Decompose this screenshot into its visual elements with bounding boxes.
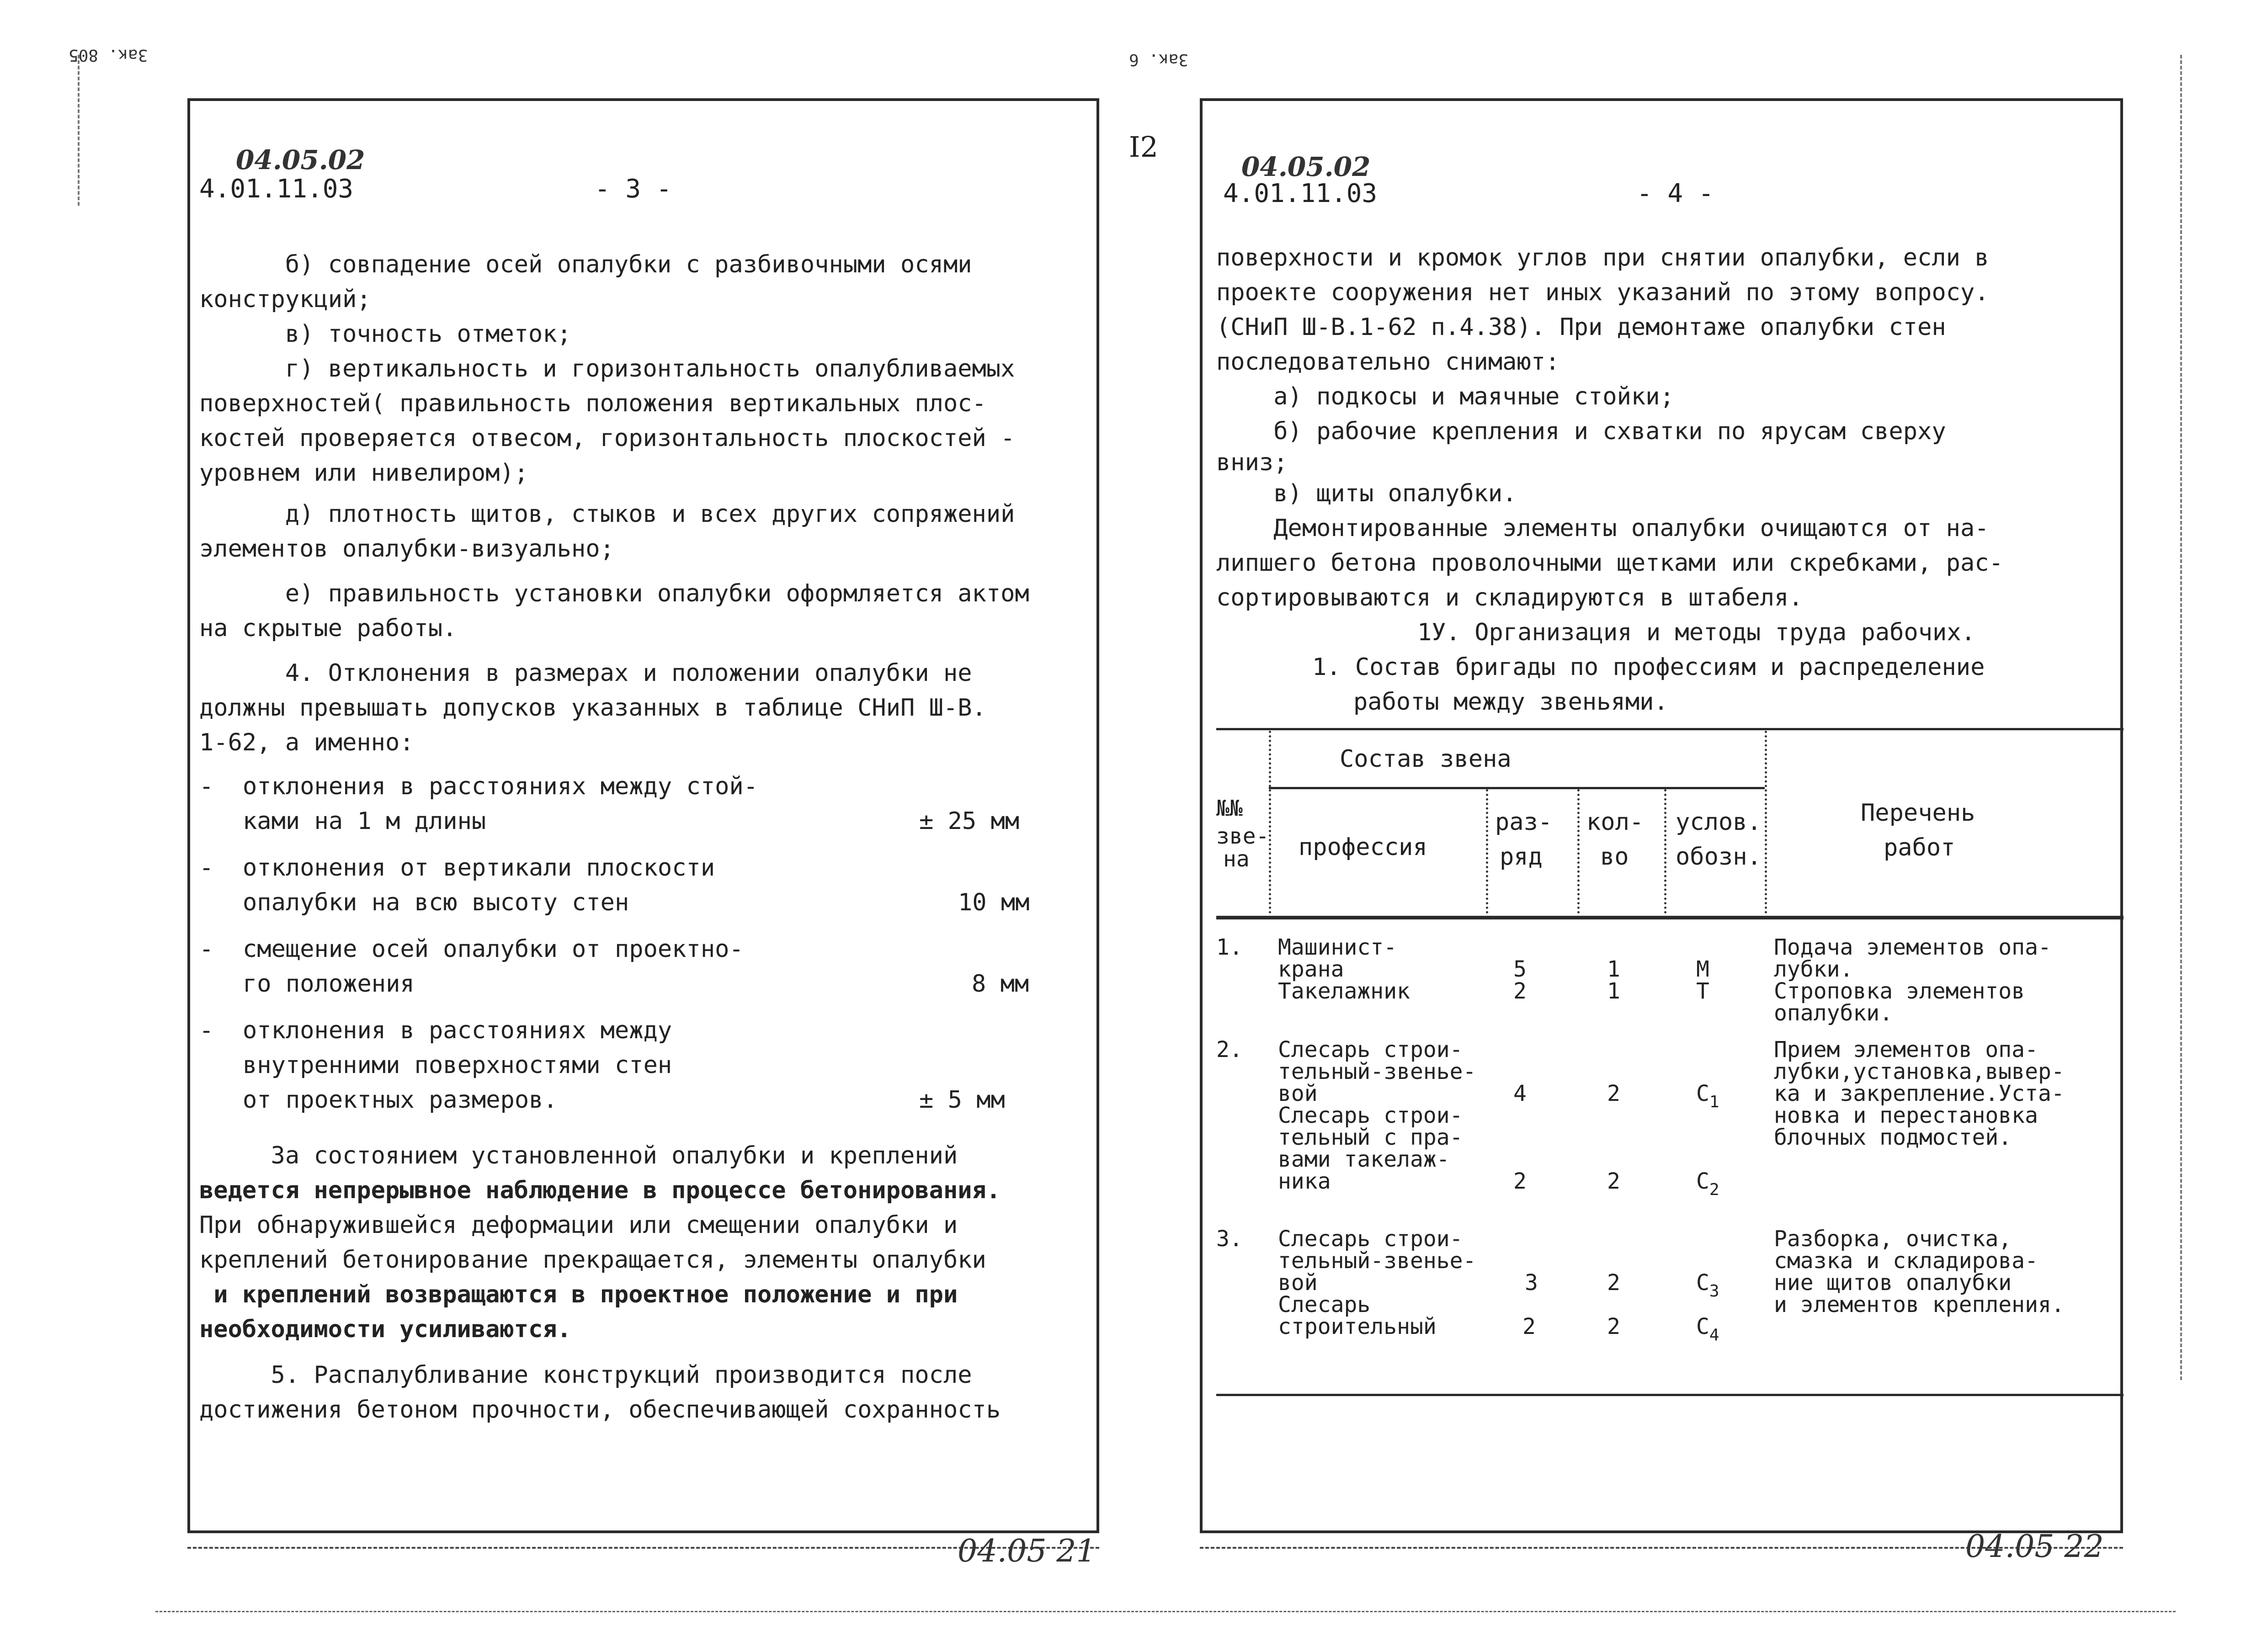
table-cell-grade: 3 xyxy=(1525,1270,1538,1296)
table-cell-symbol: М xyxy=(1696,956,1709,982)
left-doc-code: 4.01.11.03 xyxy=(199,174,354,204)
table-header-rule xyxy=(1216,916,2124,919)
tolerance-dash: - xyxy=(199,773,214,800)
table-cell-profession: Слесарь строи- xyxy=(1278,1226,1463,1252)
table-cell-works: лубки,установка,вывер- xyxy=(1774,1059,2065,1084)
tolerance-text: смещение осей опалубки от проектно- xyxy=(243,935,744,963)
table-cell-grade: 4 xyxy=(1513,1081,1527,1106)
table-cell-works: Подача элементов опа- xyxy=(1774,935,2051,960)
table-cell-count: 2 xyxy=(1607,1169,1620,1194)
table-col-divider xyxy=(1486,789,1488,914)
subsection-title: работы между звеньями. xyxy=(1353,688,1668,716)
right-doc-code: 4.01.11.03 xyxy=(1223,179,1378,208)
tolerance-dash: - xyxy=(199,935,214,963)
table-cell-count: 1 xyxy=(1607,956,1620,982)
tolerance-text: опалубки на всю высоту стен xyxy=(243,889,629,916)
left-footer-handwritten: 04.05 21 xyxy=(958,1533,1096,1569)
table-cell-profession: Слесарь строи- xyxy=(1278,1037,1463,1062)
left-paragraph-line: и креплений возвращаются в проектное положение и при xyxy=(199,1281,958,1308)
table-cell-profession: крана xyxy=(1278,956,1344,982)
scan-mark-center: Зак. 6 xyxy=(1129,50,1189,69)
table-cell-profession: вами такелаж- xyxy=(1278,1147,1450,1172)
tolerance-value: 8 мм xyxy=(972,970,1029,998)
left-paragraph-line: необходимости усиливаются. xyxy=(199,1316,571,1343)
left-paragraph-line: конструкций; xyxy=(199,286,371,313)
table-header-grade: раз- xyxy=(1495,808,1553,836)
right-paragraph-line: б) рабочие крепления и схватки по ярусам сверху xyxy=(1216,418,1946,445)
tolerance-value: 10 мм xyxy=(958,889,1030,916)
table-header-works: Перечень xyxy=(1861,799,1975,827)
table-cell-works: новка и перестановка xyxy=(1774,1103,2038,1128)
table-cell-works: Строповка элементов xyxy=(1774,978,2025,1004)
table-cell-works: ние щитов опалубки xyxy=(1774,1270,2012,1296)
table-cell-symbol xyxy=(1696,1083,1719,1113)
tolerance-value: ± 25 мм xyxy=(919,807,1020,835)
table-header-grade: ряд xyxy=(1500,843,1543,871)
right-page xyxy=(1200,98,2123,1533)
table-header-symbol: обозн. xyxy=(1676,843,1762,871)
left-paragraph-line: ведется непрерывное наблюдение в процессе бетонирования. xyxy=(199,1177,1001,1204)
table-group-rule xyxy=(1269,787,1765,789)
section-title: 1У. Организация и методы труда рабочих. xyxy=(1417,619,1975,646)
tolerance-text: ками на 1 м длины xyxy=(243,807,486,835)
table-row-number: 2. xyxy=(1216,1037,1243,1062)
symbol-subscript: 2 xyxy=(1709,1180,1719,1199)
table-col-divider xyxy=(1765,731,1767,914)
table-header-count: кол- xyxy=(1586,808,1644,836)
table-col-divider xyxy=(1664,789,1666,914)
table-cell-grade: 2 xyxy=(1513,978,1527,1004)
table-header-num: на xyxy=(1223,846,1250,872)
right-paragraph-line: поверхности и кромок углов при снятии опалубки, если в xyxy=(1216,244,1989,271)
right-edge-mark xyxy=(2180,55,2182,1380)
table-cell-works: ка и закрепление.Уста- xyxy=(1774,1081,2065,1106)
table-cell-symbol xyxy=(1696,1316,1719,1346)
table-cell-profession: Такелажник xyxy=(1278,978,1410,1004)
tolerance-text: го положения xyxy=(243,970,415,998)
table-cell-profession: ника xyxy=(1278,1169,1331,1194)
symbol-subscript: 1 xyxy=(1709,1093,1719,1111)
table-header-num: №№ xyxy=(1216,796,1243,821)
symbol-letter: С xyxy=(1696,1081,1709,1106)
table-cell-works: блочных подмостей. xyxy=(1774,1125,2012,1150)
tolerance-text: внутренними поверхностями стен xyxy=(243,1052,672,1079)
table-cell-works: лубки. xyxy=(1774,956,1853,982)
bottom-cut-line xyxy=(155,1611,2176,1612)
sheet-number: I2 xyxy=(1129,130,1158,164)
tolerance-value: ± 5 мм xyxy=(919,1086,1005,1114)
table-cell-works: и элементов крепления. xyxy=(1774,1292,2065,1317)
table-cell-count: 1 xyxy=(1607,978,1620,1004)
table-col-divider xyxy=(1577,789,1580,914)
table-top-rule xyxy=(1216,728,2124,730)
left-paragraph-line: е) правильность установки опалубки оформляется актом xyxy=(199,580,1029,607)
symbol-subscript: 3 xyxy=(1709,1282,1719,1301)
right-paragraph-line: а) подкосы и маячные стойки; xyxy=(1216,383,1674,410)
left-paragraph-line: в) точность отметок; xyxy=(199,320,571,348)
table-bottom-rule xyxy=(1216,1394,2124,1396)
table-cell-count: 2 xyxy=(1607,1314,1620,1339)
right-paragraph-line: (СНиП Ш-В.1-62 п.4.38). При демонтаже опалубки стен xyxy=(1216,313,1946,341)
table-header-symbol: услов. xyxy=(1676,808,1762,836)
table-cell-profession: вой xyxy=(1278,1081,1318,1106)
right-paragraph-line: последовательно снимают: xyxy=(1216,348,1560,376)
table-col-divider xyxy=(1269,731,1271,914)
table-cell-profession: тельный-звенье- xyxy=(1278,1059,1476,1084)
table-header-num: зве- xyxy=(1216,823,1269,849)
left-paragraph-line: г) вертикальность и горизонтальность опалубливаемых xyxy=(199,355,1015,382)
table-cell-profession: вой xyxy=(1278,1270,1318,1296)
table-cell-count: 2 xyxy=(1607,1081,1620,1106)
left-paragraph-line: 5. Распалубливание конструкций производится после xyxy=(199,1361,972,1389)
table-cell-count: 2 xyxy=(1607,1270,1620,1296)
left-paragraph-line: должны превышать допусков указанных в таблице СНиП Ш-В. xyxy=(199,694,986,722)
symbol-letter: С xyxy=(1696,1169,1709,1194)
right-paragraph-line: сортировываются и складируются в штабеля. xyxy=(1216,584,1803,611)
table-header-group: Состав звена xyxy=(1340,745,1512,773)
table-cell-works: смазка и складирова- xyxy=(1774,1248,2038,1274)
right-paragraph-line: вниз; xyxy=(1216,449,1288,476)
right-paragraph-line: Демонтированные элементы опалубки очищаются от на- xyxy=(1216,515,1989,542)
table-cell-profession: Слесарь xyxy=(1278,1292,1371,1317)
scan-mark-left: Зак. 805 xyxy=(69,46,148,64)
left-paragraph-line: уровнем или нивелиром); xyxy=(199,459,529,487)
left-paragraph-line: 1-62, а именно: xyxy=(199,729,414,756)
left-edge-mark xyxy=(78,55,80,206)
table-cell-grade: 2 xyxy=(1522,1314,1536,1339)
tolerance-dash: - xyxy=(199,1017,214,1044)
table-cell-profession: строительный xyxy=(1278,1314,1437,1339)
left-paragraph-line: костей проверяется отвесом, горизонтальность плоскостей - xyxy=(199,425,1015,452)
tolerance-text: отклонения от вертикали плоскости xyxy=(243,854,715,882)
left-paragraph-line: достижения бетоном прочности, обеспечивающей сохранность xyxy=(199,1396,1001,1424)
left-paragraph-line: поверхностей( правильность положения вертикальных плос- xyxy=(199,390,986,417)
left-paragraph-line: элементов опалубки-визуально; xyxy=(199,535,614,563)
left-paragraph-line: д) плотность щитов, стыков и всех других сопряжений xyxy=(199,500,1015,528)
table-cell-symbol xyxy=(1696,1272,1719,1302)
left-paragraph-line: При обнаружившейся деформации или смещении опалубки и xyxy=(199,1211,958,1239)
tolerance-text: отклонения в расстояниях между xyxy=(243,1017,672,1044)
left-paragraph-line: За состоянием установленной опалубки и креплений xyxy=(199,1142,958,1169)
right-paragraph-line: в) щиты опалубки. xyxy=(1216,480,1517,507)
left-paragraph-line: креплений бетонирование прекращается, элементы опалубки xyxy=(199,1246,986,1274)
table-header-count: во xyxy=(1600,843,1629,871)
left-paragraph-line: 4. Отклонения в размерах и положении опалубки не xyxy=(199,659,972,687)
subsection-title: 1. Состав бригады по профессиям и распределение xyxy=(1312,653,1985,681)
left-paragraph-line: на скрытые работы. xyxy=(199,615,457,642)
right-handwritten-code: 04.05.02 xyxy=(1241,151,1371,182)
tolerance-text: от проектных размеров. xyxy=(243,1086,558,1114)
tolerance-text: отклонения в расстояниях между стой- xyxy=(243,773,758,800)
right-page-number: - 4 - xyxy=(1637,179,1714,208)
table-cell-works: Прием элементов опа- xyxy=(1774,1037,2038,1062)
table-cell-profession: тельный с пра- xyxy=(1278,1125,1463,1150)
tolerance-dash: - xyxy=(199,854,214,882)
table-cell-symbol xyxy=(1696,1170,1719,1201)
symbol-letter: С xyxy=(1696,1314,1709,1339)
left-handwritten-code: 04.05.02 xyxy=(236,144,365,175)
table-cell-symbol: Т xyxy=(1696,978,1709,1004)
right-paragraph-line: липшего бетона проволочными щетками или скребками, рас- xyxy=(1216,549,2003,577)
left-paragraph-line: б) совпадение осей опалубки с разбивочными осями xyxy=(199,251,972,278)
right-paragraph-line: проекте сооружения нет иных указаний по этому вопросу. xyxy=(1216,279,1989,306)
left-page xyxy=(187,98,1099,1533)
right-footer-handwritten: 04.05 22 xyxy=(1965,1529,2104,1565)
table-row-number: 1. xyxy=(1216,935,1243,960)
table-cell-works: опалубки. xyxy=(1774,1000,1893,1026)
table-cell-grade: 5 xyxy=(1513,956,1527,982)
table-cell-profession: Машинист- xyxy=(1278,935,1397,960)
symbol-subscript: 4 xyxy=(1709,1326,1719,1344)
table-cell-profession: Слесарь строи- xyxy=(1278,1103,1463,1128)
symbol-letter: С xyxy=(1696,1270,1709,1296)
table-cell-grade: 2 xyxy=(1513,1169,1527,1194)
left-page-number: - 3 - xyxy=(595,174,672,204)
table-header-works: работ xyxy=(1884,834,1955,861)
table-row-number: 3. xyxy=(1216,1226,1243,1252)
table-header-profession: профессия xyxy=(1299,834,1427,861)
table-cell-profession: тельный-звенье- xyxy=(1278,1248,1476,1274)
table-cell-works: Разборка, очистка, xyxy=(1774,1226,2012,1252)
